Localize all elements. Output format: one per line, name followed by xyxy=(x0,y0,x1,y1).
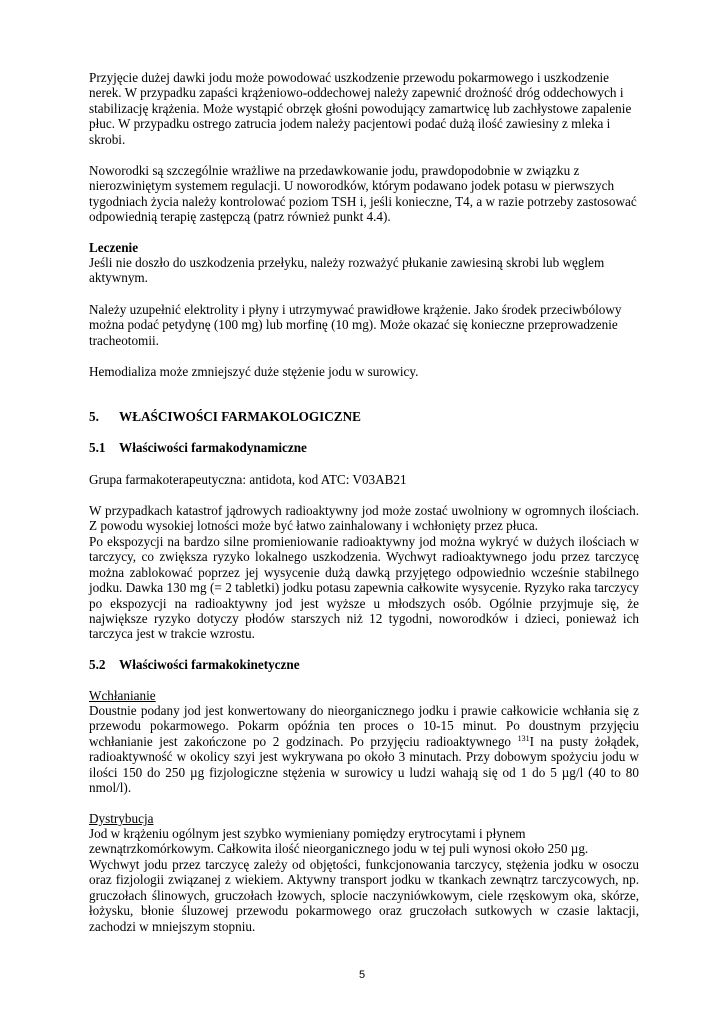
paragraph-nuclear-disasters: W przypadkach katastrof jądrowych radioaktywny jod może zostać uwolniony w ogromnych ilościach. Z powodu wysokiej lotności może być łatwo zainhalowany i wchłonięty przez płuca. xyxy=(89,503,639,534)
section-number: 5. xyxy=(89,409,99,424)
section-number: 5.2 xyxy=(89,657,106,672)
paragraph-overdose-effects: Przyjęcie dużej dawki jodu może powodować uszkodzenie przewodu pokarmowego i uszkodzenie nerek. W przypadku zapaści krążeniowo-oddechowej należy zapewnić drożność dróg oddechowych i stabilizację krążenia. Może wystąpić obrzęk głośni powodujący zamartwicę lub zachłystowe zapalenie płuc. W przypadku ostrego zatrucia jodem należy pacjentowi podać dużą ilość zawiesiny z mleka i skrobi. xyxy=(89,70,632,147)
section-number: 5.1 xyxy=(89,440,106,455)
section-heading-5-2 xyxy=(89,657,300,672)
paragraph-newborns: Noworodki są szczególnie wrażliwe na przedawkowanie jodu, prawdopodobnie w związku z nierozwiniętym systemem regulacji. U noworodków, którym podawano jodek potasu w pierwszych tygodniach życia należy kontrolować poziom TSH i, jeśli konieczne, T4, a w razie potrzeby zastosować odpowiednią terapię zastępczą (patrz również punkt 4.4). xyxy=(89,163,637,225)
heading-leczenie: Leczenie xyxy=(89,240,139,255)
section-title: WŁAŚCIWOŚCI FARMAKOLOGICZNE xyxy=(119,409,361,424)
section-heading-5 xyxy=(89,409,361,424)
paragraph-hemodialysis: Hemodializa może zmniejszyć duże stężenie jodu w surowicy. xyxy=(89,364,419,379)
paragraph-thyroid-uptake: Wychwyt jodu przez tarczycę zależy od objętości, funkcjonowania tarczycy, stężenia jodku w osoczu oraz fizjologii związanej z wiekiem. Aktywny transport jodku w tkankach zewnątrz tarczycowych, np. gruczołach ślinowych, gruczołach łzowych, splocie naczyniówkowym, ciele rzęskowym oka, skórze, łożysku, błonie śluzowej przewodu pokarmowego oraz gruczołach sutkowych w czasie laktacji, zachodzi w mniejszym stopniu. xyxy=(89,857,639,934)
section-title: Właściwości farmakokinetyczne xyxy=(119,657,300,672)
subheading-dystrybucja: Dystrybucja xyxy=(89,811,154,826)
page-number: 5 xyxy=(358,969,366,981)
paragraph-treatment-electrolytes: Należy uzupełnić elektrolity i płyny i utrzymywać prawidłowe krążenie. Jako środek przeciwbólowy można podać petydynę (100 mg) lub morfinę (10 mg). Może okazać się konieczne przeprowadzenie tracheotomii. xyxy=(89,302,622,348)
paragraph-absorption xyxy=(89,703,639,795)
section-heading-5-1 xyxy=(89,440,307,455)
absorption-text-start: Doustnie podany jod jest konwertowany do nieorganicznego jodku i prawie całkowicie wchłania się z przewodu pokarmowego. Pokarm opóźnia ten proces o 10-15 minut. Po doustnym przyjęciu wchłanianie jest zakończone po 2 godzinach. Po przyjęciu radioaktywnego xyxy=(89,703,639,749)
paragraph-thyroid-blocking: Po ekspozycji na bardzo silne promieniowanie radioaktywny jod można wykryć w dużych ilościach w tarczycy, co zwiększa ryzyko lokalnego uszkodzenia. Wychwyt radioaktywnego jodu przez tarczycę można zablokować poprzez jej wysycenie dużą dawką przyjętego odpowiednio wcześnie stabilnego jodku. Dawka 130 mg (= 2 tabletki) jodku potasu zapewnia całkowite wysycenie. Ryzyko raka tarczycy po ekspozycji na radioaktywny jod jest wyższe u młodszych osób. Ogólnie przyjmuje się, że największe ryzyko dotyczy płodów starszych niż 12 tygodni, noworodków i dzieci, ponieważ ich tarczyca jest w trakcie wzrostu. xyxy=(89,534,639,642)
paragraph-distribution: Jod w krążeniu ogólnym jest szybko wymieniany pomiędzy erytrocytami i płynem zewnątrzkomórkowym. Całkowita ilość nieorganicznego jodu w tej puli wynosi około 250 µg. xyxy=(89,826,589,857)
section-title: Właściwości farmakodynamiczne xyxy=(119,440,307,455)
subheading-wchlanianie: Wchłanianie xyxy=(89,688,156,703)
paragraph-atc-code: Grupa farmakoterapeutyczna: antidota, kod ATC: V03AB21 xyxy=(89,472,407,487)
paragraph-treatment-lavage: Jeśli nie doszło do uszkodzenia przełyku, należy rozważyć płukanie zawiesiną skrobi lub węglem aktywnym. xyxy=(89,255,605,286)
isotope-superscript: 131 xyxy=(517,733,530,743)
absorption-text-end: I na pusty żołądek, radioaktywność w okolicy szyi jest wykrywana po około 3 minutach. Przy dobowym spożyciu jodu w ilości 150 do 250 µg fizjologiczne stężenia w surowicy u ludzi wahają się od 1 do 5 µg/l (40 to 80 nmol/l). xyxy=(89,733,639,796)
